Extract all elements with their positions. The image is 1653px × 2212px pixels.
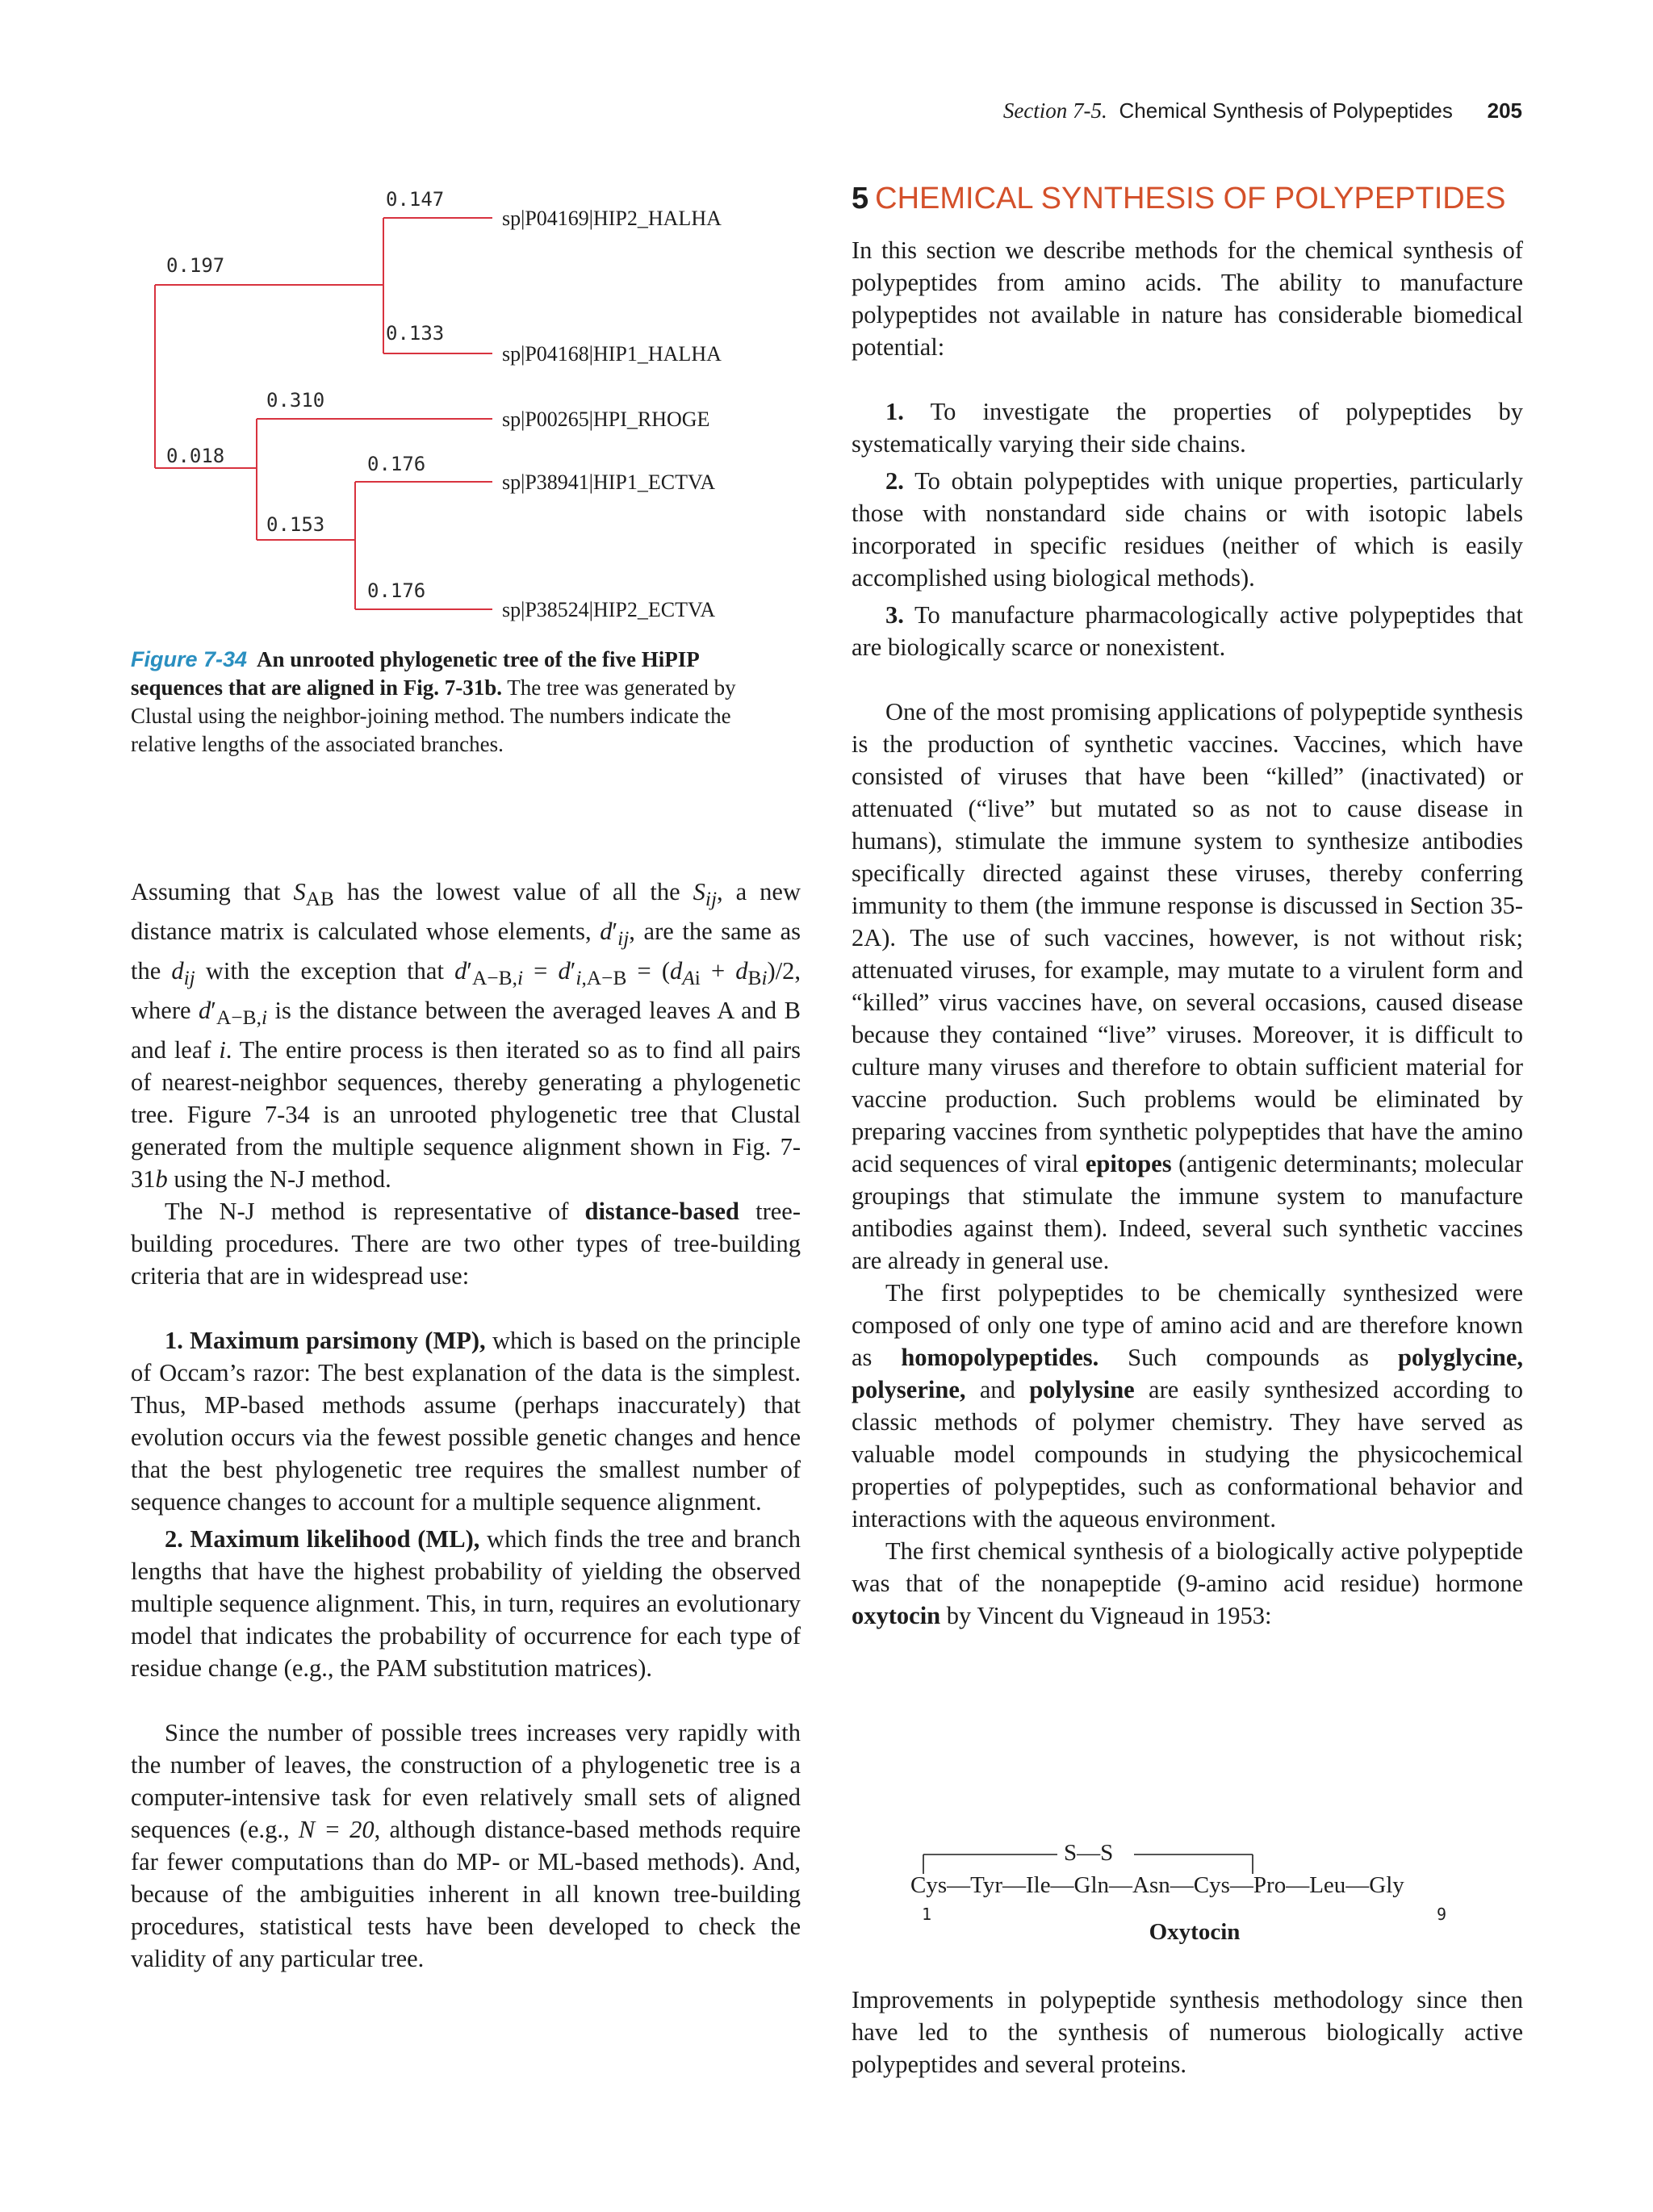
header-section: Section 7-5. [1002,98,1107,123]
left-column [131,876,801,1975]
branch-length-label: 0.197 [166,254,225,277]
residue-index-last: 9 [1437,1905,1447,1924]
figure-label: Figure 7-34 [131,647,248,671]
branch-length-label: 0.310 [266,389,325,412]
paragraph-improvements: Improvements in polypeptide synthesis methodology since then have led to the synthesis of numerous biologically active polypeptides and several proteins. [852,1986,1523,2078]
goal-item: 1. To investigate the properties of polypeptides by systematically varying their side chains. [852,398,1523,458]
running-header [1003,98,1522,123]
paragraph-homopolypeptides: The first polypeptides to be chemically synthesized were composed of only one type of amino acid and are therefore known as homopolypeptides. Such compounds as polyglycine, polyserine, and polylysine are easily synthesized according to classic methods of polymer chemistry. They have served as valuable model compounds in studying the physicochemical properties of polypeptides, such as conformational behavior and interactions with the aqueous environment. [852,1279,1523,1533]
list-item-ml: 2. Maximum likelihood (ML), which finds the tree and branch lengths that have the highest probability of yielding the observed multiple sequence alignment. This, in turn, requires an evolutionary model that indicates the probability of occurrence for each type of residue change (e.g., the PAM substitution matrices). [131,1525,801,1683]
right-column [852,182,1523,1632]
page-number: 205 [1487,98,1522,123]
paragraph-computation: Since the number of possible trees increases very rapidly with the number of leaves, the construction of a phylogenetic tree is a computer-intensive task for even relatively small sets of aligned sequences (e.g., N = 20, although distance-based methods require far fewer computations than do MP- or ML-based methods). And, because of the ambiguities inherent in all known tree-building procedures, statistical tests have been developed to check the validity of any particular tree. [131,1719,801,1973]
paragraph-nj-distance: Assuming that $S_{AB}$ has the lowest value of all the $S_{ij}$, a new distance matrix is calculated whose elements, $d'_{ij}$, are the same as the $d_{ij}$ with the exception that $d'_{A-B,i} = d'_{i,A-B} = (d_{Ai} + d_{Bi})/2$, where $d'_{A-B,i}$ is the distance between the averaged leaves A and B and leaf i. The entire process is then iterated so as to find all pairs of nearest-neighbor sequences, thereby generating a phylogenetic tree. Figure 7-34 is an unrooted phylogenetic tree that Clustal generated from the multiple sequence alignment shown in Fig. 7-31b using the N-J method. [131,878,801,1194]
disulfide-label: S—S [1064,1840,1114,1866]
leaf-label: sp|P04169|HIP2_HALHA [502,207,722,230]
paragraph-distance-based: The N-J method is representative of distance-based tree-building procedures. There are two other types of tree-building criteria that are in widespread use: [131,1198,801,1290]
residue-index-first: 1 [922,1905,932,1924]
oxytocin-label: Oxytocin [1149,1919,1241,1945]
leaf-label: sp|P00265|HPI_RHOGE [502,408,710,431]
paragraph-vaccines: One of the most promising applications of polypeptide synthesis is the production of synthetic vaccines. Vaccines, which have consisted of viruses that have been “killed” (inactivated) or attenuated (“live” but mutated so as not to cause disease in humans), stimulate the immune system to synthesize antibodies specifically directed against these viruses, thereby conferring immunity to them (the immune response is discussed in Section 35-2A). The use of such vaccines, however, is not without risk; attenuated viruses, for example, may mutate to a virulent form and “killed” virus vaccines have, on several occasions, caused disease because they contained “live” viruses. Moreover, it is difficult to culture many viruses and therefore to obtain sufficient material for vaccine production. Such problems would be eliminated by preparing vaccines from synthetic polypeptides that have the amino acid sequences of viral epitopes (antigenic determinants; molecular groupings that stimulate the immune system to manufacture antibodies against them). Indeed, several such synthetic vaccines are already in general use. [852,698,1523,1274]
branch-length-label: 0.176 [367,579,426,602]
caption-bold: An unrooted phylogenetic tree of the five HiPIP sequences that are aligned in Fig. 7-31b. [131,647,699,700]
goal-item: 3. To manufacture pharmacologically active polypeptides that are biologically scarce or nonexistent. [852,601,1523,661]
oxytocin-chain: Cys—Tyr—Ile—Gln—Asn—Cys—Pro—Leu—Gly [910,1872,1404,1898]
section-heading: 5 CHEMICAL SYNTHESIS OF POLYPEPTIDES [852,182,1506,215]
caption-text: The tree was generated by Clustal using the neighbor-joining method. The numbers indicate the relative lengths of the associated branches. [131,675,736,756]
phylogenetic-tree [121,174,807,642]
figure-caption [131,646,785,759]
leaf-label: sp|P04168|HIP1_HALHA [502,342,722,366]
oxytocin-structure [904,1832,1485,1953]
section-intro: In this section we describe methods for the chemical synthesis of polypeptides from amino acids. The ability to manufacture polypeptides not available in nature has considerable biomedical potential: [852,236,1523,361]
leaf-label: sp|P38941|HIP1_ECTVA [502,470,716,494]
list-item-mp: 1. Maximum parsimony (MP), which is based on the principle of Occam’s razor: The best explanation of the data is the simplest. Thus, MP-based methods assume (perhaps inaccurately) that evolution occurs via the fewest possible genetic changes and hence that the best phylogenetic tree requires the smallest number of sequence changes to account for a multiple sequence alignment. [131,1327,801,1516]
branch-length-label: 0.147 [386,188,445,211]
branch-length-label: 0.133 [386,322,445,345]
branch-length-label: 0.153 [266,513,325,536]
paragraph-oxytocin: The first chemical synthesis of a biologically active polypeptide was that of the nonapeptide (9-amino acid residue) hormone oxytocin by Vincent du Vigneaud in 1953: [852,1537,1523,1629]
header-title: Chemical Synthesis of Polypeptides [1119,98,1453,123]
leaf-label: sp|P38524|HIP2_ECTVA [502,598,716,621]
branch-length-label: 0.018 [166,445,225,467]
branch-length-label: 0.176 [367,453,426,475]
goal-item: 2. To obtain polypeptides with unique properties, particularly those with nonstandard side chains or with isotopic labels incorporated in specific residues (neither of which is easily accomplished using biological methods). [852,467,1523,592]
